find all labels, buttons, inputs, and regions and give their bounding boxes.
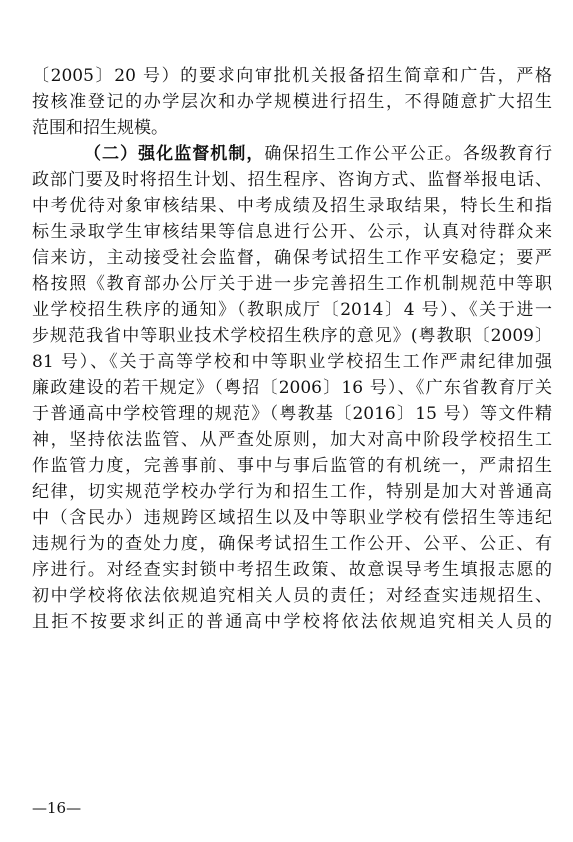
text-line: 格按照《教育部办公厅关于进一步完善招生工作机制规范中等职 (32, 274, 552, 294)
text-line: 序进行。对经查实封锁中考招生政策、故意误导考生填报志愿的 (32, 560, 552, 580)
text-line: 信来访，主动接受社会监督，确保考试招生工作平安稳定；要严 (32, 248, 552, 268)
text-line: 步规范我省中等职业技术学校招生秩序的意见》(粤教职〔2009〕 (32, 326, 552, 346)
text-line: 按核准登记的办学层次和办学规模进行招生，不得随意扩大招生 (32, 92, 552, 112)
text-line: 且拒不按要求纠正的普通高中学校将依法依规追究相关人员的 (32, 612, 552, 632)
text-line: 政部门要及时将招生计划、招生程序、咨询方式、监督举报电话、 (32, 170, 552, 190)
section-heading: （二）强化监督机制， (84, 144, 265, 164)
text-line: 廉政建设的若干规定》（粤招〔2006〕16 号）、《广东省教育厅关 (32, 378, 552, 398)
text-line: 神，坚持依法监管、从严查处原则，加大对高中阶段学校招生工 (32, 430, 552, 450)
text-line: 标生录取学生审核结果等信息进行公开、公示，认真对待群众来 (32, 222, 552, 242)
text-line: 81 号）、《关于高等学校和中等职业学校招生工作严肃纪律加强 (32, 352, 552, 372)
text-line: 纪律，切实规范学校办学行为和招生工作，特别是加大对普通高 (32, 482, 552, 502)
text-line: 范围和招生规模。 (32, 118, 168, 138)
text-line: 业学校招生秩序的通知》（教职成厅〔2014〕4 号）、《关于进一 (32, 300, 552, 320)
section-heading-line (84, 141, 552, 167)
text-run: 确保招生工作公平公正。各级教育行 (264, 144, 553, 164)
text-line: 中（含民办）违规跨区域招生以及中等职业学校有偿招生等违纪 (32, 508, 552, 528)
text-line: 中考优待对象审核结果、中考成绩及招生录取结果，特长生和指 (32, 196, 552, 216)
text-line: 违规行为的查处力度，确保考试招生工作公开、公平、公正、有 (32, 534, 552, 554)
text-line: 于普通高中学校管理的规范》（粤教基〔2016〕15 号）等文件精 (32, 404, 552, 424)
page-number: —16— (32, 799, 82, 817)
text-line: 作监管力度，完善事前、事中与事后监管的有机统一，严肃招生 (32, 456, 552, 476)
text-line: 初中学校将依法依规追究相关人员的责任；对经查实违规招生、 (32, 586, 552, 606)
text-line: 〔2005〕20 号）的要求向审批机关报备招生简章和广告，严格 (32, 66, 552, 86)
